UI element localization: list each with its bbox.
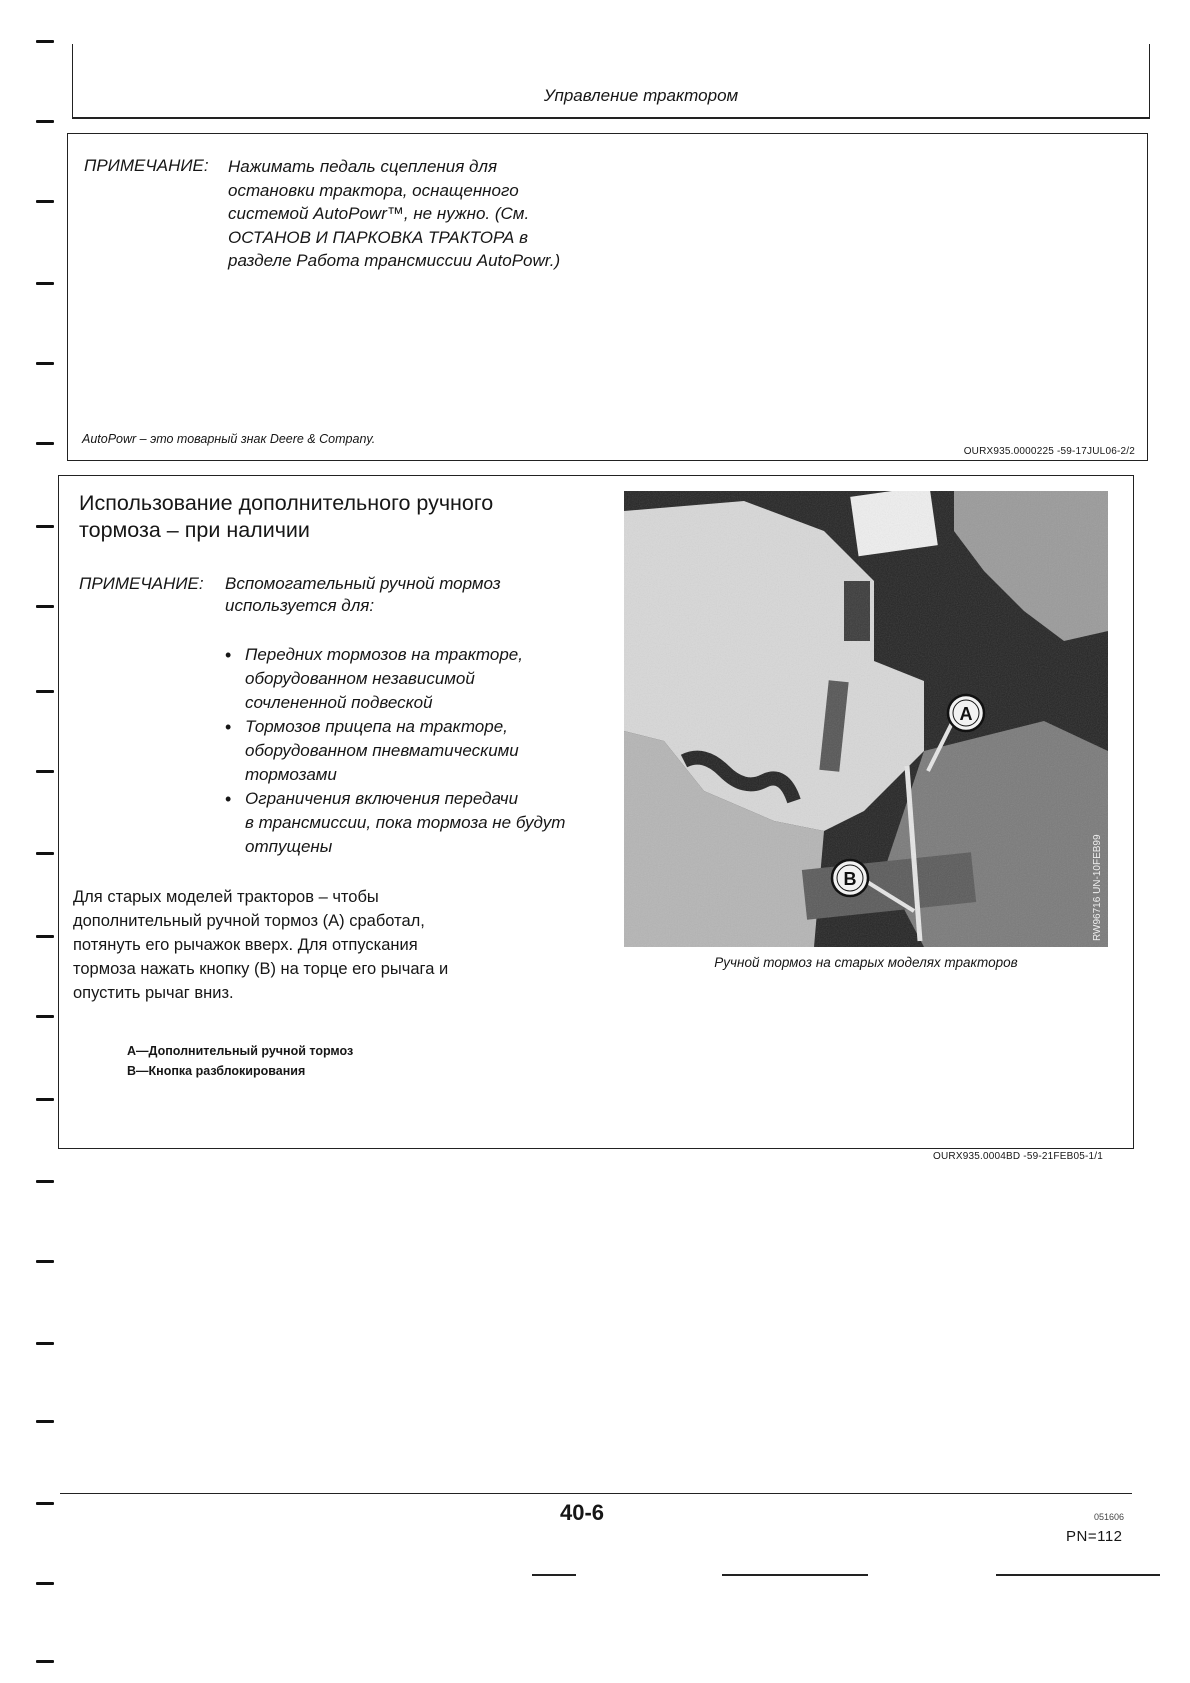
note-text: Нажимать педаль сцепления для остановки трактора, оснащенного системой AutoPowr™, не нужно. (См. ОСТАНОВ И ПАРКОВКА ТРАКТОРА в разделе Работа трансмиссии AutoPowr.)	[228, 157, 561, 270]
parking-brake-photo	[624, 491, 1108, 947]
list-item: • Ограничения включения передачи в трансмиссии, пока тормоза не будут отпущены	[223, 787, 643, 859]
binding-marks	[36, 0, 56, 1683]
pn-number: PN=112	[1066, 1528, 1123, 1545]
figure-caption: Ручной тормоз на старых моделях тракторов	[714, 955, 1018, 970]
document-code: OURX935.0004BD -59-21FEB05-1/1	[929, 1151, 1107, 1162]
brake-photo-illustration	[624, 491, 1108, 947]
legend-item-b: B—Кнопка разблокирования	[127, 1064, 306, 1078]
document-code: OURX935.0000225 -59-17JUL06-2/2	[963, 446, 1135, 457]
list-item: • Тормозов прицепа на тракторе, оборудованном пневматическими тормозами	[223, 715, 643, 787]
page-number: 40-6	[560, 1500, 605, 1525]
list-item: • Передних тормозов на тракторе, оборудованном независимой сочлененной подвеской	[223, 643, 643, 715]
print-date: 051606	[1094, 1512, 1125, 1522]
page-title: Управление трактором	[543, 86, 739, 105]
parking-brake-section	[58, 475, 1134, 1162]
note-box	[67, 133, 1148, 461]
page-header	[72, 44, 1150, 119]
callout-b-label: B	[843, 869, 857, 889]
trademark-footnote: AutoPowr – это товарный знак Deere & Company.	[82, 432, 376, 446]
instructions-text: Для старых моделей тракторов – чтобы дополнительный ручной тормоз (A) сработал, потянуть его рычажок вверх. Для отпускания тормоза нажать кнопку (B) на торце его рычага и опустить рычаг вниз.	[73, 888, 449, 1002]
callout-a	[948, 695, 984, 731]
figure-legend	[127, 1041, 353, 1081]
callout-a-label: A	[959, 704, 973, 724]
section-title: Использование дополнительного ручного тормоза – при наличии	[79, 491, 494, 542]
usage-list	[223, 643, 643, 859]
note-text: Вспомогательный ручной тормоз используется для:	[225, 574, 501, 615]
legend-item-a: A—Дополнительный ручной тормоз	[127, 1044, 354, 1058]
note-label: ПРИМЕЧАНИЕ:	[84, 156, 209, 175]
callout-b	[832, 860, 868, 896]
photo-side-code: RW96716 UN-10FEB99	[1092, 834, 1103, 941]
footer-rule	[60, 1493, 1132, 1494]
note-label: ПРИМЕЧАНИЕ:	[79, 574, 204, 593]
